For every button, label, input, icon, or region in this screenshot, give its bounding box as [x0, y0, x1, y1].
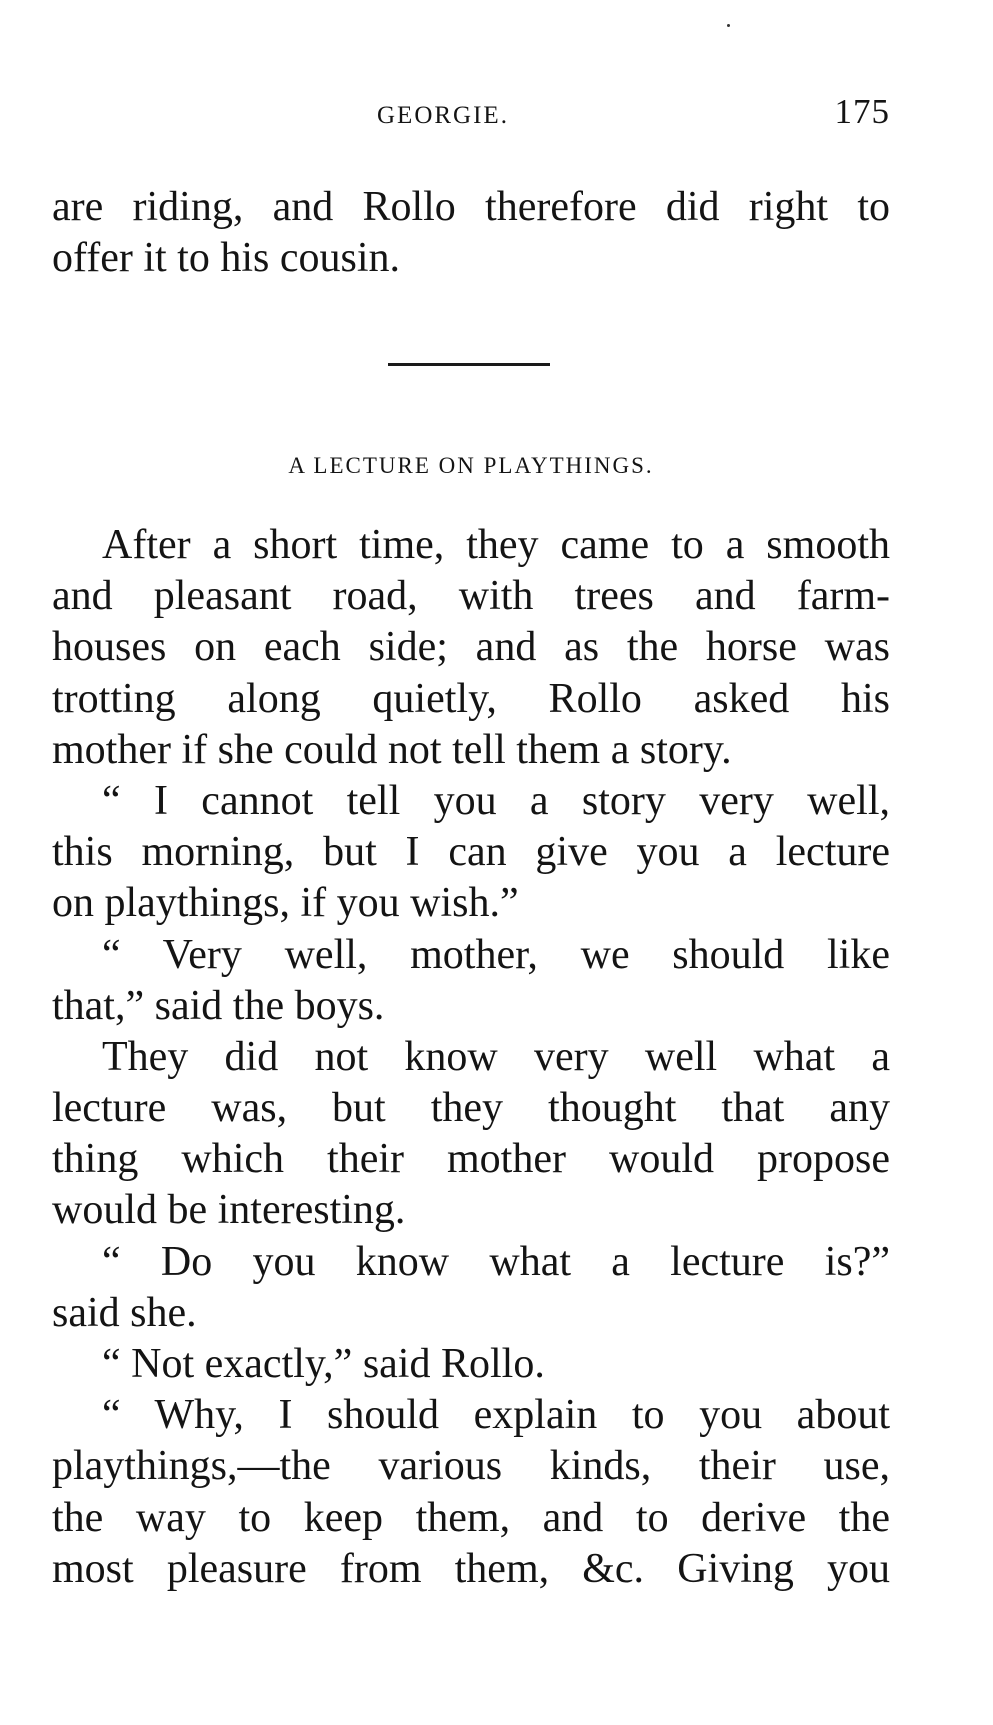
text-line: said she.	[52, 1289, 197, 1336]
text-line: “ Do you know what a lecture is?”	[102, 1238, 890, 1285]
text-line: offer it to his cousin.	[52, 235, 401, 282]
page-number: 175	[834, 92, 890, 131]
running-head	[52, 92, 890, 136]
text-line: mother if she could not tell them a story.	[52, 726, 732, 773]
running-title: GEORGIE.	[377, 102, 509, 129]
text-line: on playthings, if you wish.”	[52, 880, 519, 927]
text-line: thing which their mother would propose	[52, 1136, 890, 1183]
text-line: that,” said the boys.	[52, 982, 385, 1029]
continuation-paragraph	[52, 182, 890, 284]
print-speck	[727, 24, 730, 27]
text-line: “ I cannot tell you a story very well,	[102, 777, 890, 824]
section-heading: A LECTURE ON PLAYTHINGS.	[288, 453, 654, 478]
text-line: houses on each side; and as the horse was	[52, 624, 890, 671]
text-line: “ Why, I should explain to you about	[102, 1392, 890, 1439]
text-line: After a short time, they came to a smooth	[102, 522, 890, 568]
section-divider	[388, 363, 550, 366]
text-line: and pleasant road, with trees and farm-	[52, 573, 890, 620]
text-line: would be interesting.	[52, 1187, 406, 1234]
text-line: “ Very well, mother, we should like	[102, 931, 890, 978]
text-line: playthings,—the various kinds, their use,	[52, 1443, 890, 1490]
section-body	[52, 520, 890, 1595]
text-line: “ Not exactly,” said Rollo.	[102, 1341, 545, 1387]
text-line: They did not know very well what a	[102, 1033, 890, 1080]
text-line: lecture was, but they thought that any	[52, 1085, 890, 1132]
text-line: the way to keep them, and to derive the	[52, 1494, 890, 1541]
text-line: trotting along quietly, Rollo asked his	[52, 675, 890, 722]
text-line: this morning, but I can give you a lecture	[52, 829, 890, 876]
text-line: are riding, and Rollo therefore did right to	[52, 184, 890, 230]
text-line: most pleasure from them, &c. Giving you	[52, 1545, 890, 1592]
